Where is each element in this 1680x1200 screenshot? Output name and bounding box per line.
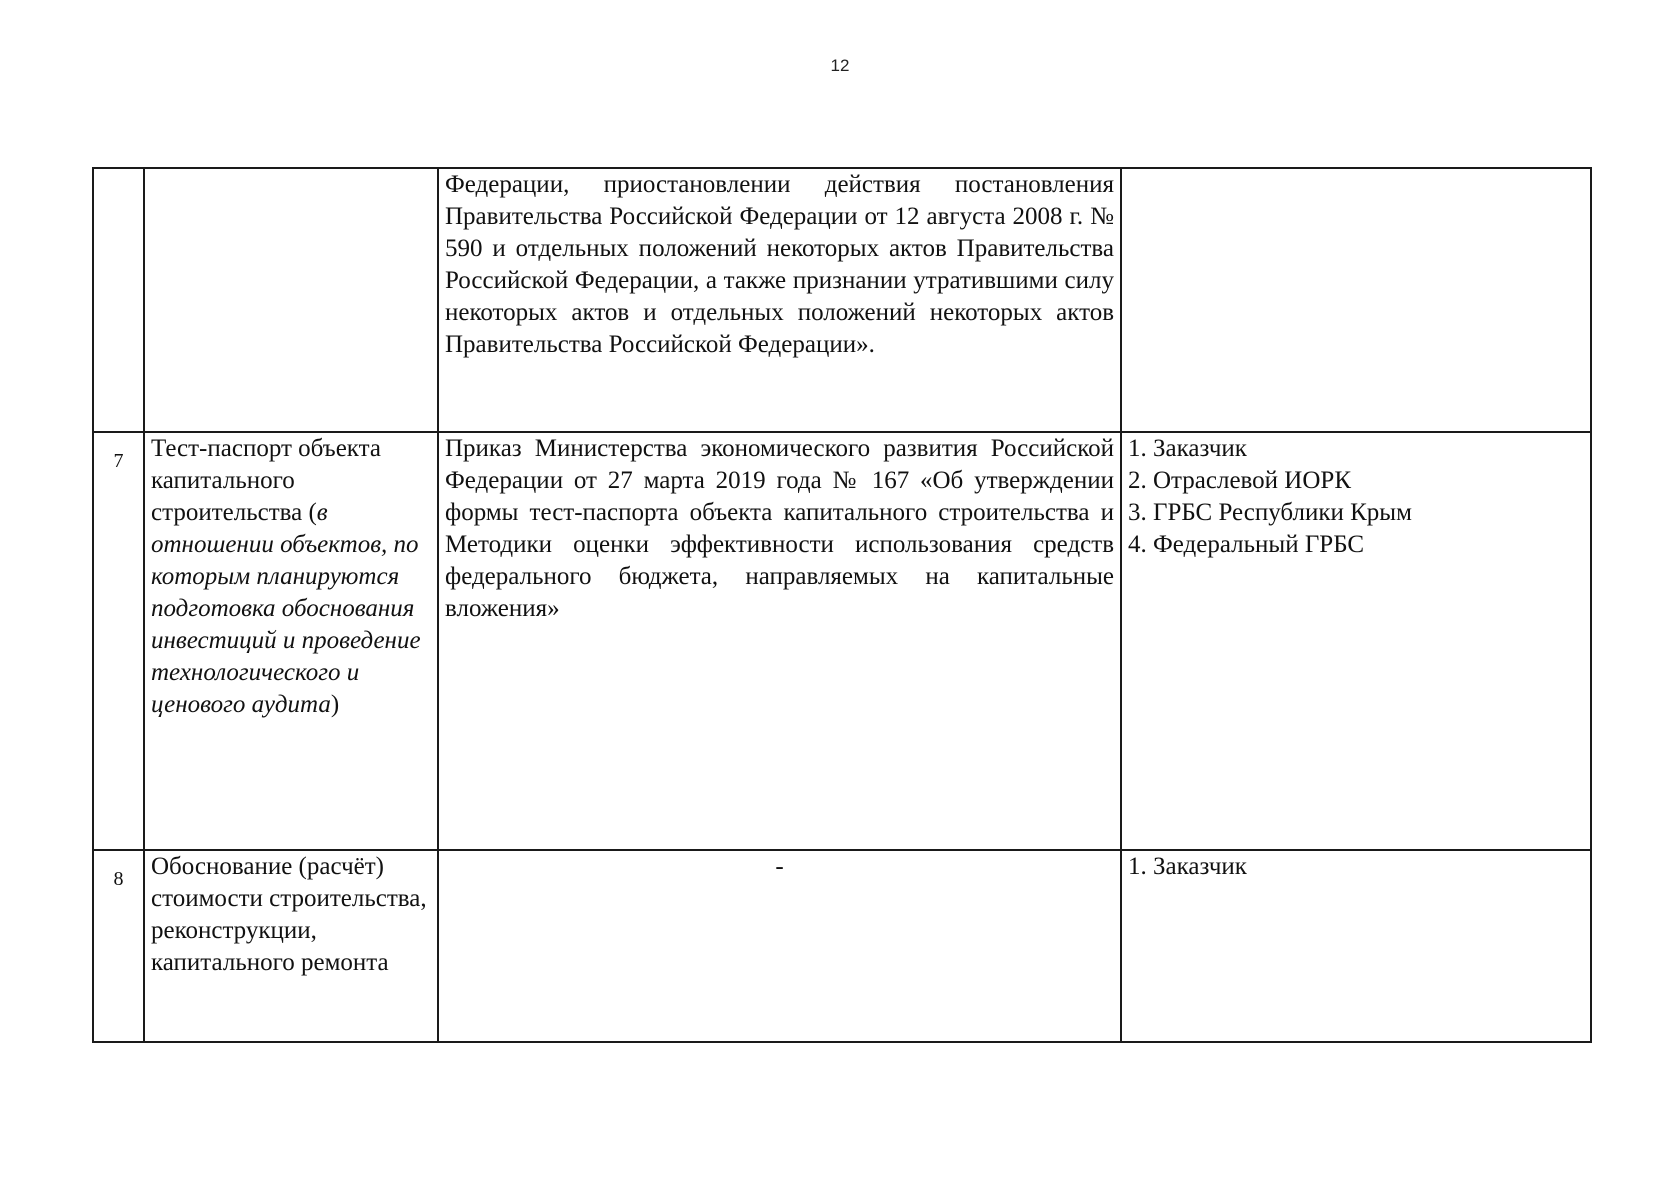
row-number: 7 [93,432,144,850]
responsible-item: 1. Заказчик [1128,853,1247,880]
document-name: Обоснование (расчёт) стоимости строительства, реконструкции, капитального ремонта [144,850,438,1042]
document-name-note: в отношении объектов, по которым планируются подготовка обоснования инвестиций и проведение технологического и ценового аудита [151,499,421,718]
row-number: 8 [93,850,144,1042]
legal-basis: Федерации, приостановлении действия постановления Правительства Российской Федерации от 12 августа 2008 г. № 590 и отдельных положений некоторых актов Правительства Российской Федерации, а также признании утратившими силу некоторых актов и отдельных положений некоторых актов Правительства Российской Федерации». [438,168,1121,432]
responsible-item: 2. Отраслевой ИОРК [1128,467,1351,494]
responsible-list [1121,168,1591,432]
page-number: 12 [830,56,850,75]
document-name-main: Тест-паспорт объекта капитального строительства ( [151,435,381,526]
responsible-item: 3. ГРБС Республики Крым [1128,499,1412,526]
responsible-item: 4. Федеральный ГРБС [1128,531,1365,558]
table-row [93,432,1591,850]
table-row [93,850,1591,1042]
document-name [144,432,438,850]
table-row [93,168,1591,432]
document-name-close: ) [330,691,340,718]
row-number [93,168,144,432]
responsible-list [1121,432,1591,850]
legal-basis: - [438,850,1121,1042]
responsible-list [1121,850,1591,1042]
legal-basis: Приказ Министерства экономического развития Российской Федерации от 27 марта 2019 года № 167 «Об утверждении формы тест-паспорта объекта капитального строительства и Методики оценки эффективности использования средств федерального бюджета, направляемых на капитальные вложения» [438,432,1121,850]
document-name [144,168,438,432]
responsible-item: 1. Заказчик [1128,435,1247,462]
document-table [92,167,1592,1043]
